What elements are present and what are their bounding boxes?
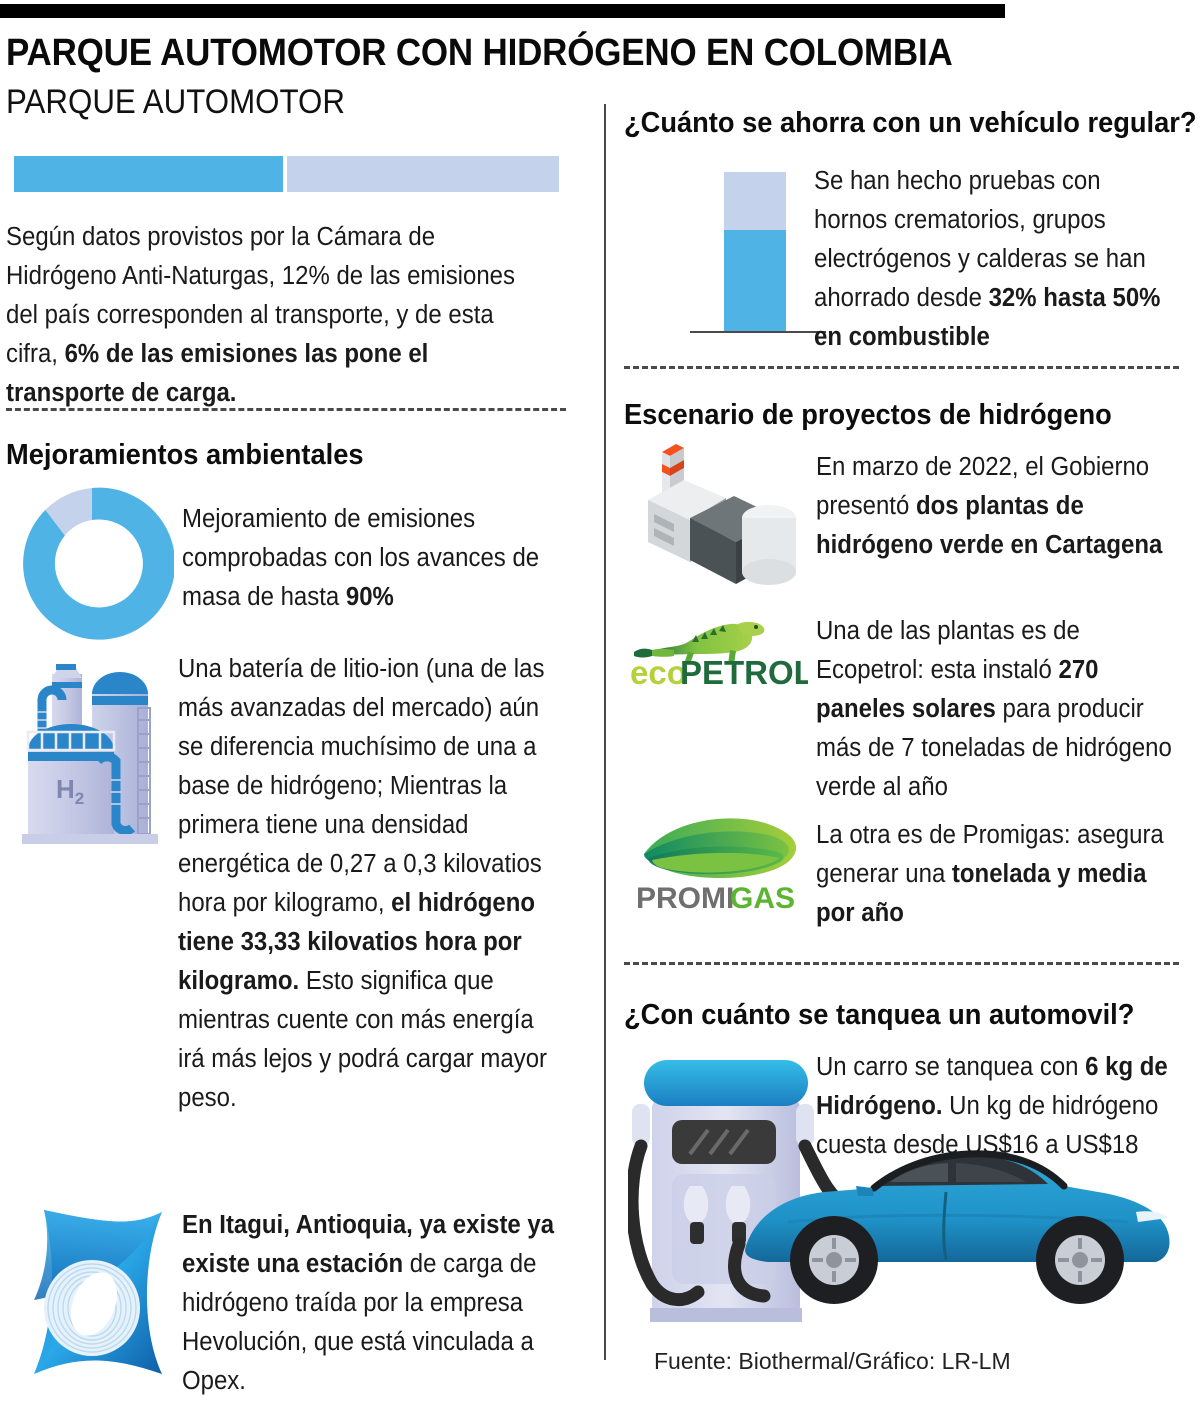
itagui-paragraph — [182, 1206, 558, 1401]
h2-label: $H_2$ — [56, 774, 85, 808]
intro-text-bold: 6% de las emisiones las pone el transporte de carga. — [6, 340, 429, 407]
ahorro-paragraph — [814, 162, 1179, 357]
tanqueo-paragraph — [816, 1048, 1179, 1165]
section-heading-escenario: Escenario de proyectos de hidrógeno — [624, 399, 1112, 431]
ecopetrol-text-bold: 270 paneles solares — [816, 656, 1099, 723]
section-heading-tanqueo: ¿Con cuánto se tanquea un automovil? — [624, 999, 1135, 1031]
split-bar-segment-primary — [14, 156, 283, 192]
battery-paragraph — [178, 650, 558, 1118]
pump-header — [644, 1060, 808, 1106]
factory-icon — [632, 434, 808, 594]
split-bar-segment-secondary — [287, 156, 559, 192]
car-illustration — [745, 1154, 1169, 1304]
tanqueo-text-normal-2: Un kg de hidrógeno cuesta desde US$16 a US$18 — [816, 1092, 1159, 1159]
promigas-text-normal: La otra es de Promigas: asegura generar una — [816, 821, 1164, 888]
donut-caption — [182, 500, 558, 617]
ahorro-text-bold: 32% hasta 50% en combustible — [814, 284, 1161, 351]
escenario-paragraph — [816, 448, 1179, 565]
donut-chart — [10, 482, 174, 646]
section-heading-ahorro: ¿Cuánto se ahorra con un vehículo regular? — [624, 107, 1197, 139]
bar-segment-saving — [724, 230, 786, 332]
ecopetrol-paragraph — [816, 612, 1179, 807]
source-credit: Fuente: Biothermal/Gráfico: LR-LM — [654, 1348, 1011, 1374]
page-subtitle: PARQUE AUTOMOTOR — [6, 83, 345, 121]
promigas-wordmark-gas: GAS — [730, 882, 796, 914]
section-heading-mejoramientos: Mejoramientos ambientales — [6, 439, 364, 471]
pump-display — [672, 1120, 776, 1164]
divider-dashed-1 — [6, 408, 566, 411]
divider-dashed-3 — [624, 962, 1179, 965]
top-black-bar — [0, 4, 1005, 18]
escenario-text-normal: En marzo de 2022, el Gobierno presentó — [816, 453, 1150, 520]
donut-caption-normal: Mejoramiento de emisiones comprobadas con los avances de masa de hasta — [182, 505, 540, 611]
hydrogen-plant-icon — [20, 656, 170, 861]
divider-dashed-2 — [624, 366, 1179, 369]
tanqueo-text-normal-1: Un carro se tanquea con — [816, 1053, 1086, 1081]
tanqueo-text-bold: 6 kg de Hidrógeno. — [816, 1053, 1168, 1120]
donut-caption-bold: 90% — [345, 583, 394, 611]
promigas-logo — [638, 810, 828, 914]
battery-text-normal-1: Una batería de litio-ion (una de las más avanzadas del mercado) aún se diferencia muchísimo de una a base de hidrógeno; Mientras la primera tiene una densidad energética de 0,27 a 0,3 kilovatios hora por kilogramo, — [178, 655, 545, 917]
page-title: PARQUE AUTOMOTOR CON HIDRÓGENO EN COLOMBIA — [6, 32, 953, 74]
ecopetrol-wordmark-petrol: PETROL — [680, 654, 808, 691]
split-progress-bar — [14, 156, 559, 192]
ecopetrol-text-normal-1: Una de las plantas es de Ecopetrol: esta instaló — [816, 617, 1080, 684]
itagui-text-normal: de carga de hidrógeno traída por la empresa Hevolución, que está vinculada a Opex. — [182, 1250, 537, 1395]
ahorro-text-normal: Se han hecho pruebas con hornos crematorios, grupos electrógenos y calderas se han ahorrado desde — [814, 167, 1146, 312]
bar-segment-remaining — [724, 172, 786, 230]
battery-text-normal-2: Esto significa que mientras cuente con más energía irá más lejos y podrá cargar mayor peso. — [178, 967, 548, 1112]
escenario-text-bold: dos plantas de hidrógeno verde en Cartagena — [816, 492, 1163, 559]
intro-text-normal: Según datos provistos por la Cámara de Hidrógeno Anti-Naturgas, 12% de las emisiones del país corresponden al transporte, y de esta cifra, — [6, 223, 515, 368]
hevolucion-logo-icon — [14, 1204, 180, 1380]
column-divider — [604, 104, 606, 1360]
promigas-wordmark-promi: PROMI — [638, 882, 735, 914]
ecopetrol-text-normal-2: para producir más de 7 toneladas de hidrógeno verde al año — [816, 695, 1172, 801]
ecopetrol-wordmark-eco: eco — [630, 654, 687, 691]
intro-paragraph — [6, 218, 532, 413]
promigas-paragraph — [816, 816, 1179, 933]
donut-slice-primary — [23, 488, 174, 640]
ecopetrol-logo — [630, 604, 808, 694]
itagui-text-bold: En Itagui, Antioquia, ya existe ya existe una estación — [182, 1211, 555, 1278]
promigas-text-bold: tonelada y media por año — [816, 860, 1147, 927]
battery-text-bold: el hidrógeno tiene 33,33 kilovatios hora por kilogramo. — [178, 889, 535, 995]
